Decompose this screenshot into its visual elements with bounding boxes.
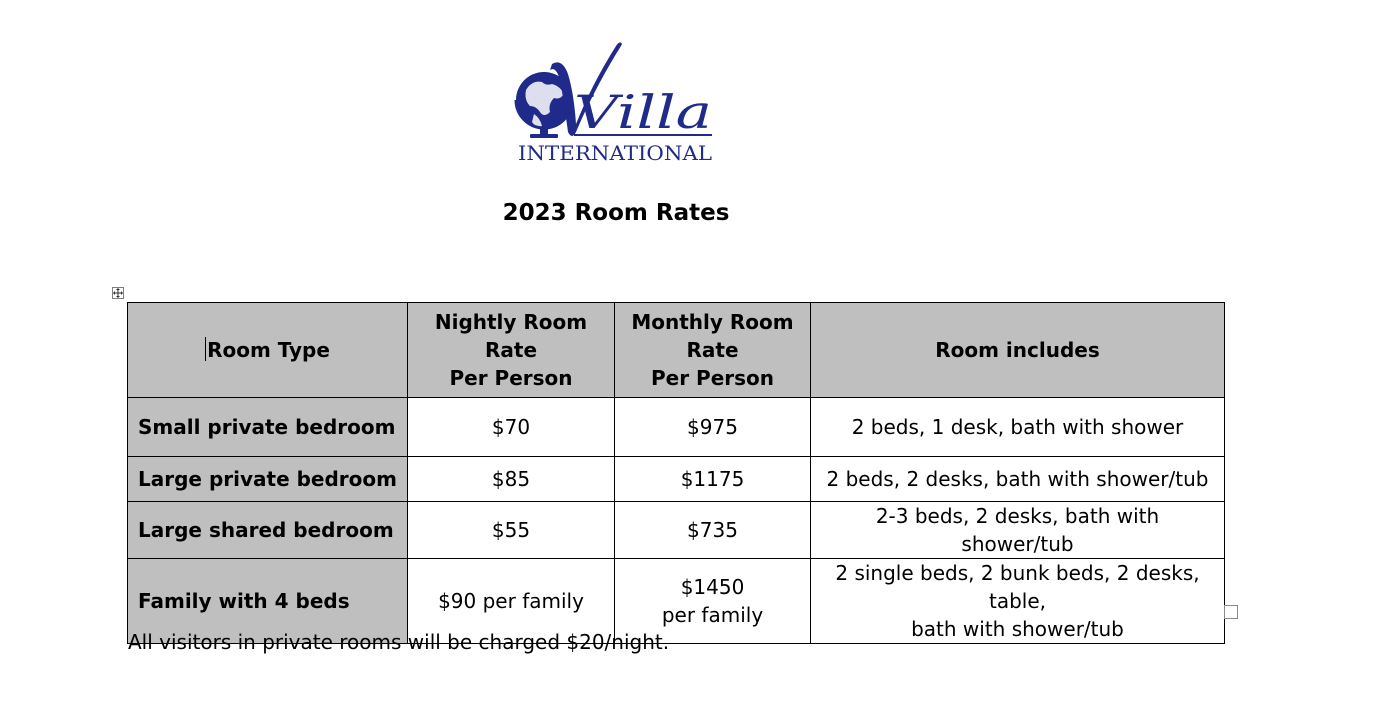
table-row [128,502,1225,559]
room-type-cell[interactable]: Large shared bedroom [128,502,408,559]
room-type-cell[interactable]: Small private bedroom [128,398,408,457]
villa-international-logo [512,34,722,168]
table-row [128,457,1225,502]
nightly-rate-cell[interactable]: $85 [408,457,615,502]
header-nightly-rate[interactable]: Nightly Room Rate Per Person [408,303,615,398]
monthly-rate-cell[interactable]: $1175 [615,457,811,502]
room-type-cell[interactable]: Family with 4 beds [128,559,408,644]
logo-wordmark: INTERNATIONAL [518,141,712,165]
monthly-rate-cell[interactable]: $1450 per family [615,559,811,644]
table-row [128,398,1225,457]
table-header-row [128,303,1225,398]
nightly-rate-cell[interactable]: $70 [408,398,615,457]
text-cursor [205,337,206,361]
monthly-rate-cell[interactable]: $735 [615,502,811,559]
nightly-rate-cell[interactable]: $90 per family [408,559,615,644]
nightly-rate-cell[interactable]: $55 [408,502,615,559]
page-title: 2023 Room Rates [502,200,730,226]
monthly-rate-cell[interactable]: $975 [615,398,811,457]
table-move-handle[interactable] [112,287,124,299]
room-rates-table [127,302,1225,644]
includes-cell[interactable]: 2-3 beds, 2 desks, bath with shower/tub [811,502,1225,559]
logo-script-text: Villa [574,85,712,139]
room-type-cell[interactable]: Large private bedroom [128,457,408,502]
includes-cell[interactable]: 2 beds, 1 desk, bath with shower [811,398,1225,457]
includes-cell[interactable]: 2 beds, 2 desks, bath with shower/tub [811,457,1225,502]
table-resize-handle[interactable] [1224,605,1238,619]
includes-cell[interactable]: 2 single beds, 2 bunk beds, 2 desks, table, bath with shower/tub [811,559,1225,644]
move-arrows-icon [113,288,123,298]
visitor-charge-note: All visitors in private rooms will be charged $20/night. [128,630,670,654]
header-room-type[interactable]: Room Type [128,303,408,398]
header-room-includes[interactable]: Room includes [811,303,1225,398]
header-monthly-rate[interactable]: Monthly Room Rate Per Person [615,303,811,398]
